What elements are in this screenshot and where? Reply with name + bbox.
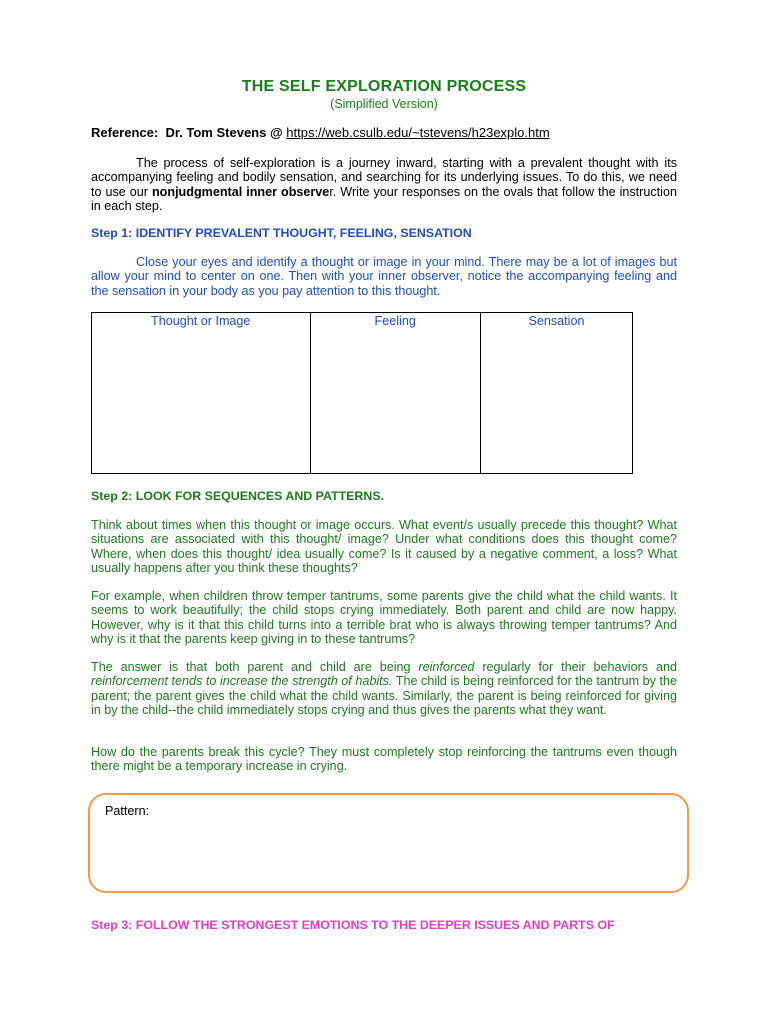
p3-part-d: reinforcement tends to increase the strength of habits. <box>91 674 393 689</box>
step1-heading: Step 1: IDENTIFY PREVALENT THOUGHT, FEELING, SENSATION <box>91 226 472 240</box>
p3-part-a: The answer is that both parent and child are being <box>91 660 419 674</box>
pattern-oval[interactable] <box>88 793 689 893</box>
intro-paragraph <box>91 156 677 214</box>
intro-bold-text: nonjudgmental inner observe <box>151 184 330 199</box>
p3-part-b: reinforced <box>418 660 475 674</box>
step2-paragraph-3 <box>91 660 677 718</box>
step1-paragraph <box>91 255 677 298</box>
step2-paragraph-4: How do the parents break this cycle? They must completely stop reinforcing the tantrums even though there might be a temporary increase in crying. <box>91 745 677 774</box>
intro-text-before: The process of self-exploration is a journey inward, starting with a prevalent thought with its accompanying feeling and bodily sensation, and searching for its underlying issues. To do this, we need to use our <box>91 156 677 199</box>
intro-text-after: r. Write your responses on the ovals that follow the instruction in each step. <box>91 184 677 214</box>
table-header-thought: Thought or Image <box>92 313 311 474</box>
step3-heading: Step 3: FOLLOW THE STRONGEST EMOTIONS TO THE DEEPER ISSUES AND PARTS OF <box>91 918 615 932</box>
step2-paragraph-2: For example, when children throw temper tantrums, some parents give the child what the child wants. It seems to work beautifully; the child stops crying immediately. Both parent and child are now happy. However, why is it that this child turns into a terrible brat who is always throwing temper tantrums? And why is it that the parents keep giving in to these tantrums? <box>91 589 677 647</box>
reference-label: Reference: <box>91 125 159 140</box>
pattern-label: Pattern: <box>105 804 150 818</box>
step2-heading: Step 2: LOOK FOR SEQUENCES AND PATTERNS. <box>91 489 385 503</box>
page-title: THE SELF EXPLORATION PROCESS <box>241 78 527 95</box>
reference-author: Dr. Tom Stevens @ <box>165 125 283 140</box>
p3-part-e: The child is being reinforced for the tantrum by the parent; the parent gives the child what the child wants. Similarly, the parent is being reinforced for giving in by the child--the child immediately stops crying and thus gives the parents what they want. <box>91 674 677 718</box>
step1-text: Close your eyes and identify a thought or image in your mind. There may be a lot of images but allow your mind to center on one. Then with your inner observer, notice the accompanying feeling and the sensation in your body as you pay attention to this thought. <box>91 255 677 298</box>
page-subtitle: (Simplified Version) <box>330 97 438 111</box>
table-header-sensation: Sensation <box>480 313 632 474</box>
reference-line <box>91 125 550 140</box>
observation-table <box>91 312 633 474</box>
step2-paragraph-1: Think about times when this thought or image occurs. What event/s usually precede this thought? What situations are associated with this thought/ image? Under what conditions does this thought come? Where, when does this thought/ idea usually come? Is it caused by a negative comment, a loss? What usually happens after you think these thoughts? <box>91 518 677 576</box>
table-header-feeling: Feeling <box>310 313 480 474</box>
reference-link[interactable]: https://web.csulb.edu/~tstevens/h23explo.htm <box>286 125 550 140</box>
p3-part-c: regularly for their behaviors and <box>474 660 678 674</box>
